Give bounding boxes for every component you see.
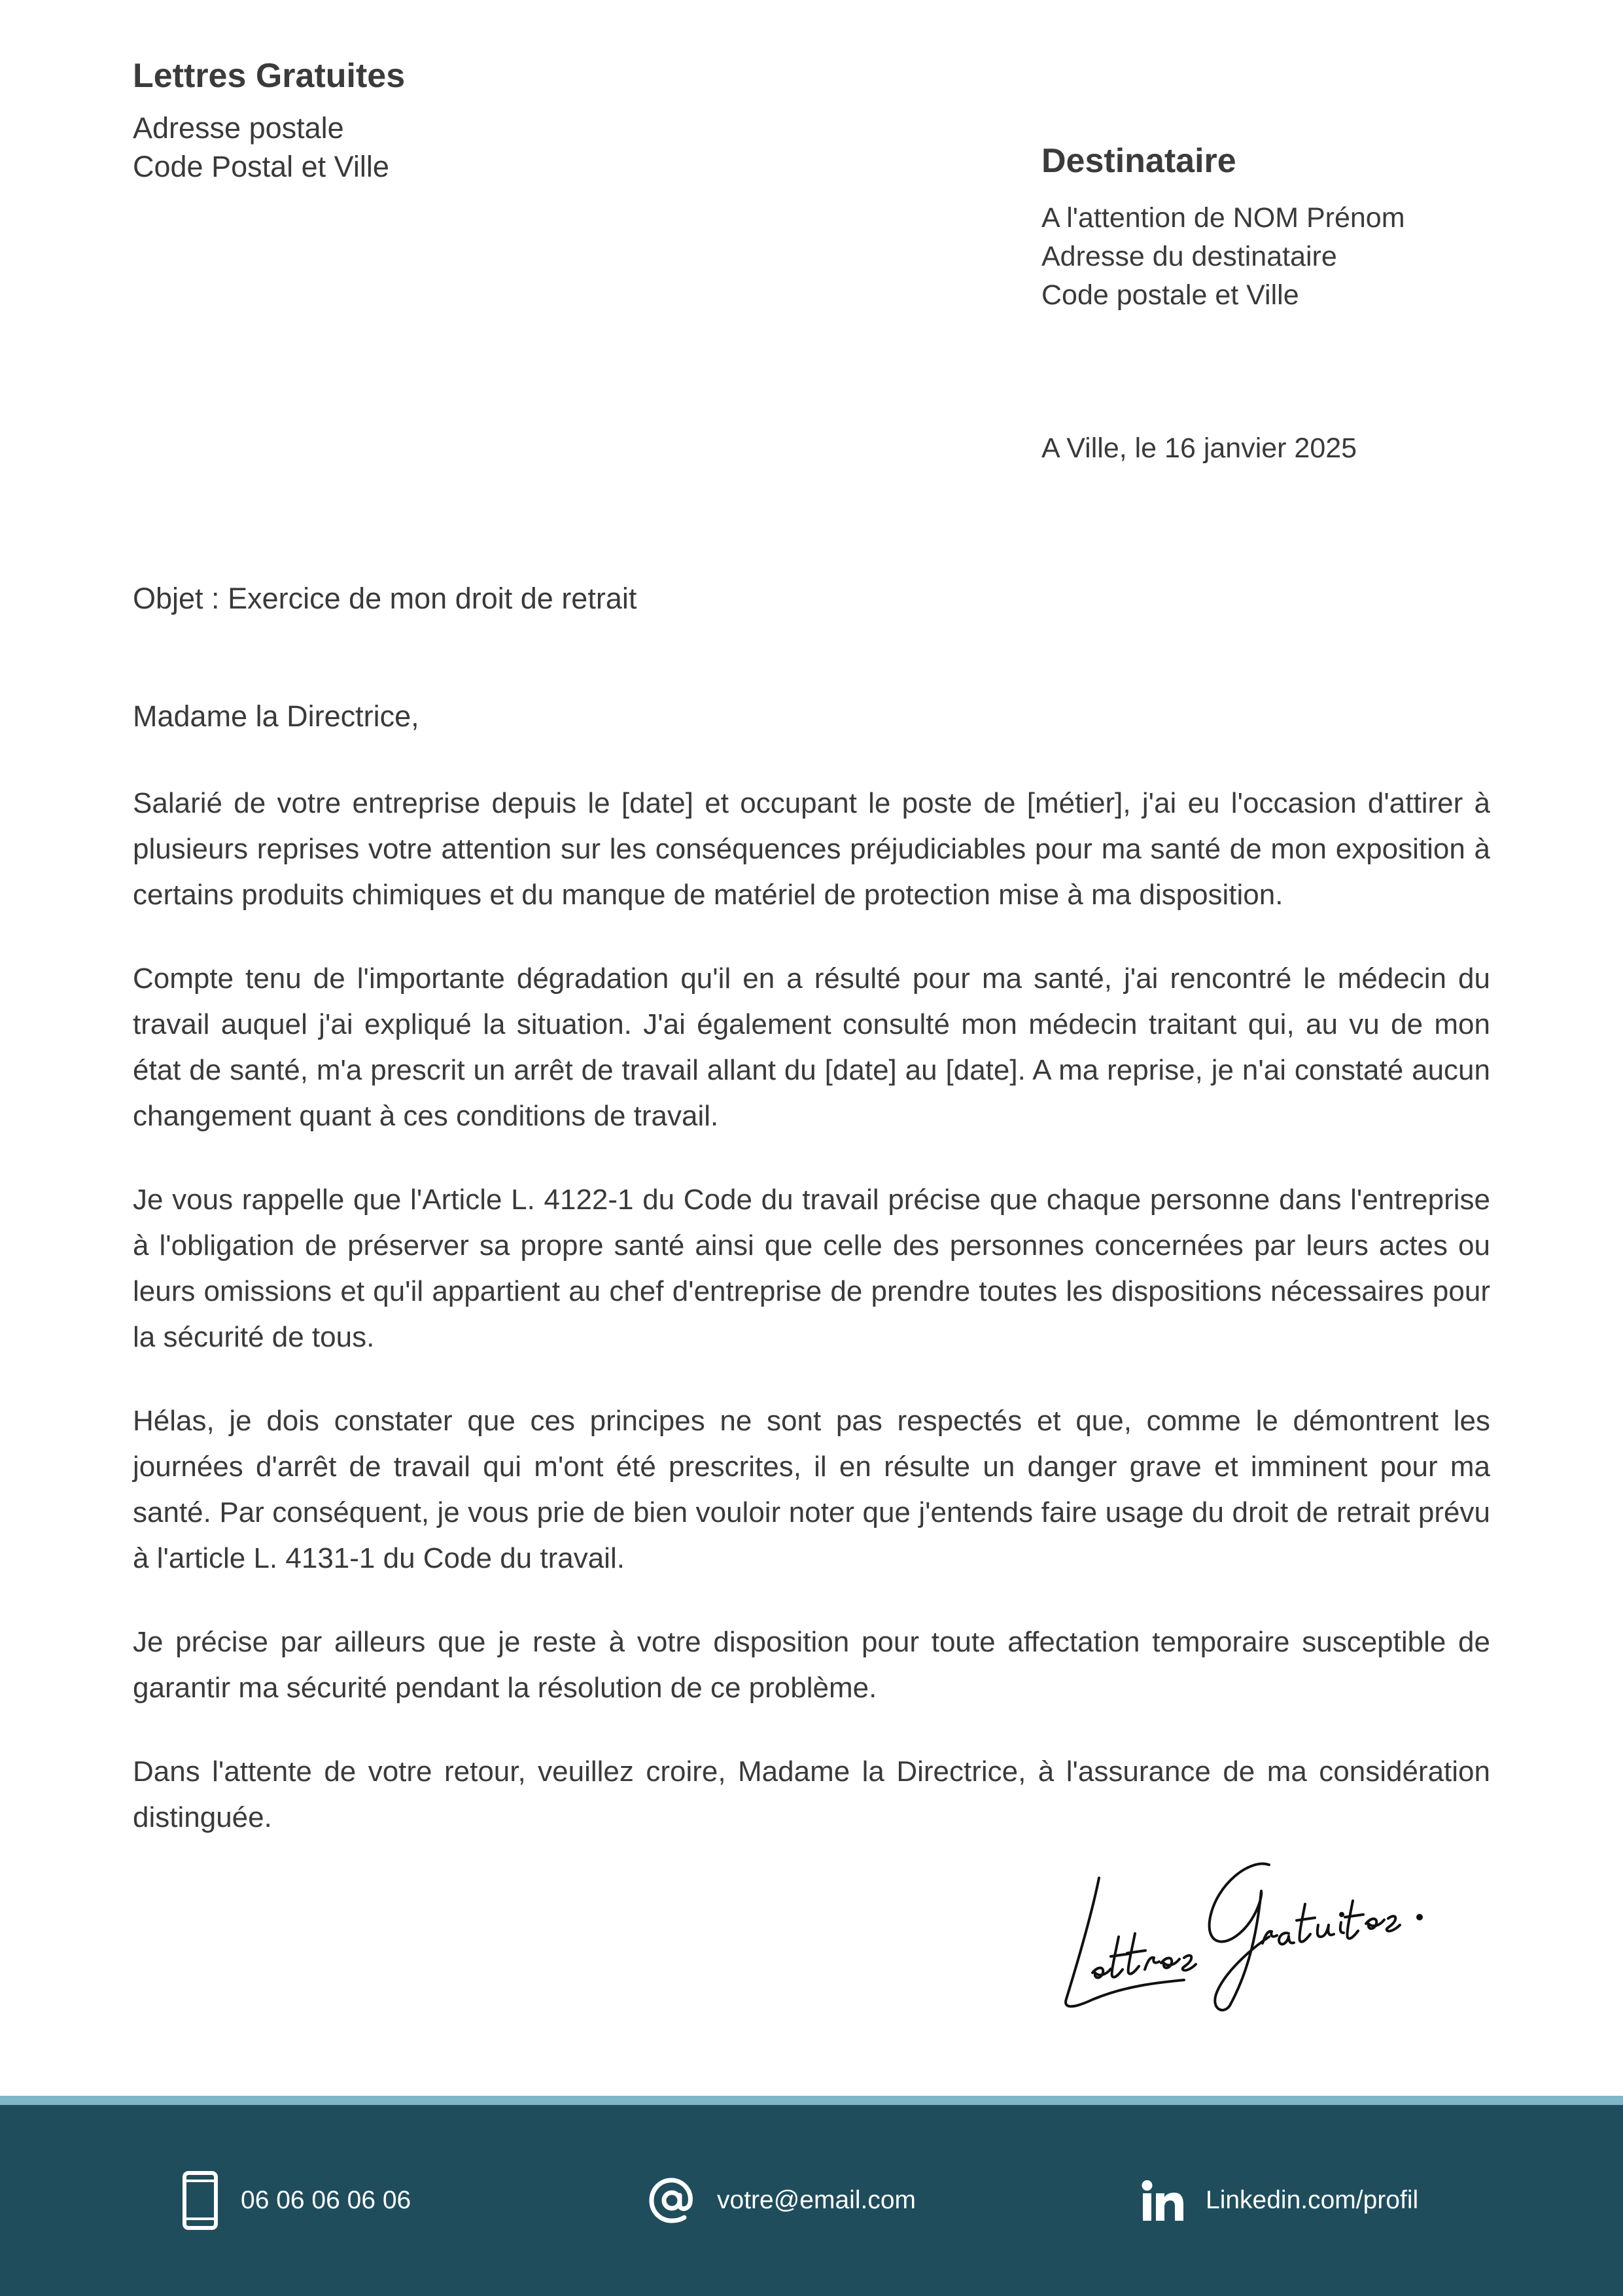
sender-address: Adresse postale xyxy=(133,111,344,145)
subject-line: Objet : Exercice de mon droit de retrait xyxy=(133,582,637,615)
sender-city: Code Postal et Ville xyxy=(133,150,389,183)
paragraph: Compte tenu de l'importante dégradation qu'il en a résulté pour ma santé, j'ai rencontré le médecin du travail auquel j'ai expliqué la situation. J'ai également consulté mon médecin traitant qui, au vu de mon état de santé, m'a prescrit un arrêt de travail allant du [date] au [date]. A ma reprise, je n'ai constaté aucun changement quant à ces conditions de travail. xyxy=(133,963,1490,1132)
phone-icon xyxy=(182,2170,218,2231)
sender-name: Lettres Gratuites xyxy=(133,57,406,95)
paragraph: Hélas, je dois constater que ces principes ne sont pas respectés et que, comme le démontrent les journées d'arrêt de travail qui m'ont été prescrites, il en résulte un danger grave et imminent pour ma santé. Par conséquent, je vous prie de bien vouloir noter que j'entends faire usage du droit de retrait prévu à l'article L. 4131-1 du Code du travail. xyxy=(133,1405,1490,1574)
handwritten-signature xyxy=(1053,1852,1446,2022)
date-line: A Ville, le 16 janvier 2025 xyxy=(1041,433,1357,464)
recipient-block xyxy=(1041,137,1405,315)
footer-linkedin xyxy=(1142,2105,1418,2296)
paragraph: Dans l'attente de votre retour, veuillez croire, Madame la Directrice, à l'assurance de ma considération distinguée. xyxy=(133,1756,1490,1833)
paragraph: Je précise par ailleurs que je reste à votre disposition pour toute affectation temporaire susceptible de garantir ma sécurité pendant la résolution de ce problème. xyxy=(133,1626,1490,1704)
letter-body xyxy=(133,781,1490,1879)
paragraph: Salarié de votre entreprise depuis le [date] et occupant le poste de [métier], j'ai eu l'occasion d'attirer à plusieurs reprises votre attention sur les conséquences préjudiciables pour ma santé de mon exposition à certains produits chimiques et du manque de matériel de protection mise à ma disposition. xyxy=(133,787,1490,911)
recipient-title: Destinataire xyxy=(1041,142,1236,180)
email-address: votre@email.com xyxy=(717,2186,916,2214)
recipient-city: Code postale et Ville xyxy=(1041,279,1299,311)
linkedin-url: Linkedin.com/profil xyxy=(1206,2186,1419,2214)
footer-accent-stripe xyxy=(0,2096,1623,2105)
sender-block xyxy=(133,52,405,186)
contact-footer xyxy=(0,2105,1623,2296)
paragraph: Je vous rappelle que l'Article L. 4122-1 du Code du travail précise que chaque personne dans l'entreprise à l'obligation de préserver sa propre santé ainsi que celle des personnes concernées par leurs actes ou leurs omissions et qu'il appartient au chef d'entreprise de prendre toutes les dispositions nécessaires pour la sécurité de tous. xyxy=(133,1184,1490,1353)
phone-number: 06 06 06 06 06 xyxy=(241,2186,411,2214)
linkedin-icon xyxy=(1142,2180,1183,2221)
footer-phone xyxy=(182,2105,411,2296)
at-icon xyxy=(649,2178,695,2223)
recipient-address: Adresse du destinataire xyxy=(1041,241,1337,272)
greeting: Madame la Directrice, xyxy=(133,699,419,733)
footer-email xyxy=(649,2105,916,2296)
recipient-attention: A l'attention de NOM Prénom xyxy=(1041,202,1405,234)
